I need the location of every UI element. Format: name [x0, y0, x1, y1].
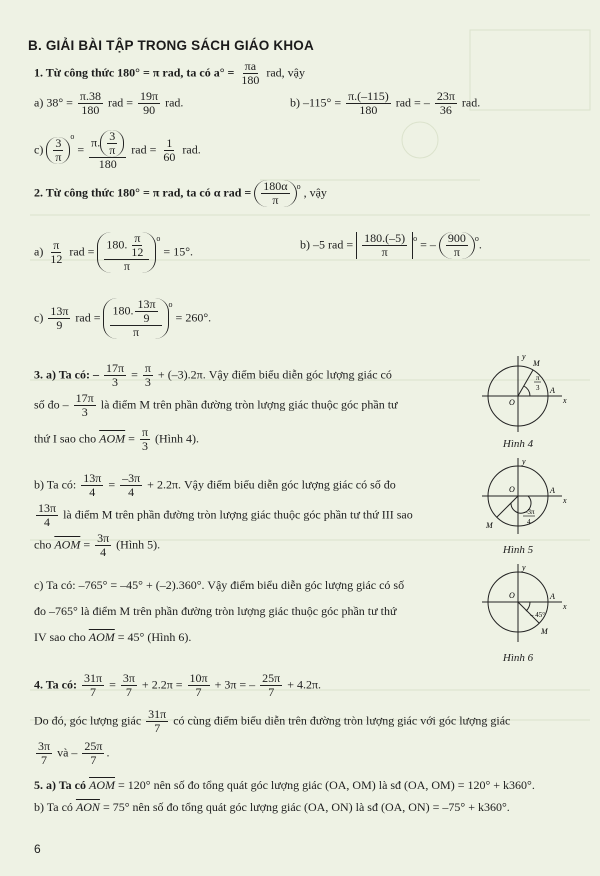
fig5-o-label: O — [509, 485, 515, 494]
fig5-m-label: M — [486, 521, 493, 530]
fig6-m-label: M — [541, 627, 548, 636]
fig4-caption: Hình 4 — [502, 438, 534, 450]
figure-6-unit-circle — [478, 562, 570, 650]
p3-b-line2: $\frac{13\pi}{4}$ là điểm M trên phần đường tròn lượng giác thuộc góc phần tư thứ III sao — [38, 501, 413, 529]
fig5-angle-num: –3π — [524, 508, 535, 516]
p1-a: a) 38° = $\frac{\pi.38}{180}$ rad = $\frac{19\pi}{90}$ rad. — [34, 89, 184, 117]
p3-c-line3: IV sao cho $\overline{AOM} = 45^\circ$ (Hình 6). — [34, 630, 192, 644]
figure-5-unit-circle — [478, 456, 570, 542]
p1-lead: 1. Từ công thức 180° = π rad, ta có a° = $\frac{\pi a}{180}$ rad, vậy — [34, 59, 306, 87]
p2-b: b) –5 rad = $\frac{180.(-5)}{\pi}$ $^o$ = – $\frac{900}{\pi}$ $^o$. — [300, 231, 482, 259]
p3-c-line2: đo –765° là điểm M trên phần đường tròn lượng giác thuộc góc phần tư thứ — [34, 604, 397, 618]
fig6-x-label: x — [563, 602, 567, 611]
p4-line2: Do đó, góc lượng giác $\frac{31\pi}{7}$ có cùng điểm biểu diễn trên đường tròn lượng giác với góc lượng giác — [34, 707, 511, 735]
fig6-angle: – 45° — [530, 611, 546, 619]
fig6-a-label: A — [550, 592, 555, 601]
fig4-y-label: y — [522, 352, 526, 361]
p3-a-line1: 3. a) Ta có: – $\frac{17\pi}{3}$ = $\frac{\pi}{3}$ + (–3).2π. Vậy điểm biểu diễn góc lượng giác có — [34, 361, 392, 389]
p3-b-line3: cho $\overline{AOM}$ = $\frac{3\pi}{4}$ (Hình 5). — [34, 531, 161, 559]
fig6-y-label: y — [522, 563, 526, 572]
p4-line3: $\frac{3\pi}{7}$ và – $\frac{25\pi}{7}$ . — [38, 739, 110, 767]
fig5-x-label: x — [563, 496, 567, 505]
p3-a-line3: thứ I sao cho $\overline{AOM}$ = $\frac{\pi}{3}$ (Hình 4). — [34, 425, 199, 453]
p2-lead: 2. Từ công thức 180° = π rad, ta có α rad = $\frac{180\alpha}{\pi}$ $^o$ , vậy — [34, 179, 327, 207]
fig6-caption: Hình 6 — [502, 652, 534, 664]
fig5-caption: Hình 5 — [502, 544, 534, 556]
fig4-angle-den: 3 — [536, 384, 540, 392]
fig4-angle-num: π — [536, 374, 540, 382]
fig5-y-label: y — [522, 457, 526, 466]
fig5-a-label: A — [550, 486, 555, 495]
fig5-angle-den: 4 — [527, 518, 531, 526]
p3-b-line1: b) Ta có: $\frac{13\pi}{4}$ = $\frac{-3\pi}{4}$ + 2.2π. Vậy điểm biểu diễn góc lượng giác có số đo — [34, 471, 396, 499]
fig4-a-label: A — [550, 386, 555, 395]
p5-b: b) Ta có $\overline{AON} = 75^\circ$ nên số đo tổng quát góc lượng giác (OA, ON) là sđ (OA, ON) = –75° + k360°. — [34, 800, 510, 814]
fig4-m-label: M — [533, 359, 540, 368]
section-title: B. GIẢI BÀI TẬP TRONG SÁCH GIÁO KHOA — [28, 38, 314, 53]
p3-c-line1: c) Ta có: –765° = –45° + (–2).360°. Vậy điểm biểu diễn góc lượng giác có số — [34, 578, 405, 592]
figure-4-unit-circle — [478, 350, 570, 436]
page-number: 6 — [34, 842, 41, 856]
fig4-o-label: O — [509, 398, 515, 407]
p1-c: c) $\frac{3}{\pi}$ $^o$ = π. $\frac{3}{\pi}$ 180 rad = $\frac{1}{60}$ rad. — [34, 129, 201, 171]
p3-a-line2: số đo – $\frac{17\pi}{3}$ là điểm M trên phần đường tròn lượng giác thuộc góc phần tư — [34, 391, 398, 419]
p2-c: c) $\frac{13\pi}{9}$ rad = 180. $\frac{13\pi}{9}$ π $^o$ = 260°. — [34, 297, 212, 339]
p2-a: a) $\frac{\pi}{12}$ rad = 180. $\frac{\pi}{12}$ π $^o$ = 15°. — [34, 231, 193, 273]
p5-a: 5. a) Ta có $\overline{AOM} = 120^\circ$ nên số đo tổng quát góc lượng giác (OA, OM) là sđ (OA, OM) = 120° + k360°. — [34, 778, 535, 792]
p4-line1: 4. Ta có: $\frac{31\pi}{7}$ = $\frac{3\pi}{7}$ + 2.2π = $\frac{10\pi}{7}$ + 3π = – $\frac{25\pi}{7}$ + 4.2π. — [34, 671, 322, 699]
fig6-o-label: O — [509, 591, 515, 600]
fig4-x-label: x — [563, 396, 567, 405]
p1-b: b) –115° = $\frac{\pi.(-115)}{180}$ rad = – $\frac{23\pi}{36}$ rad. — [290, 89, 481, 117]
